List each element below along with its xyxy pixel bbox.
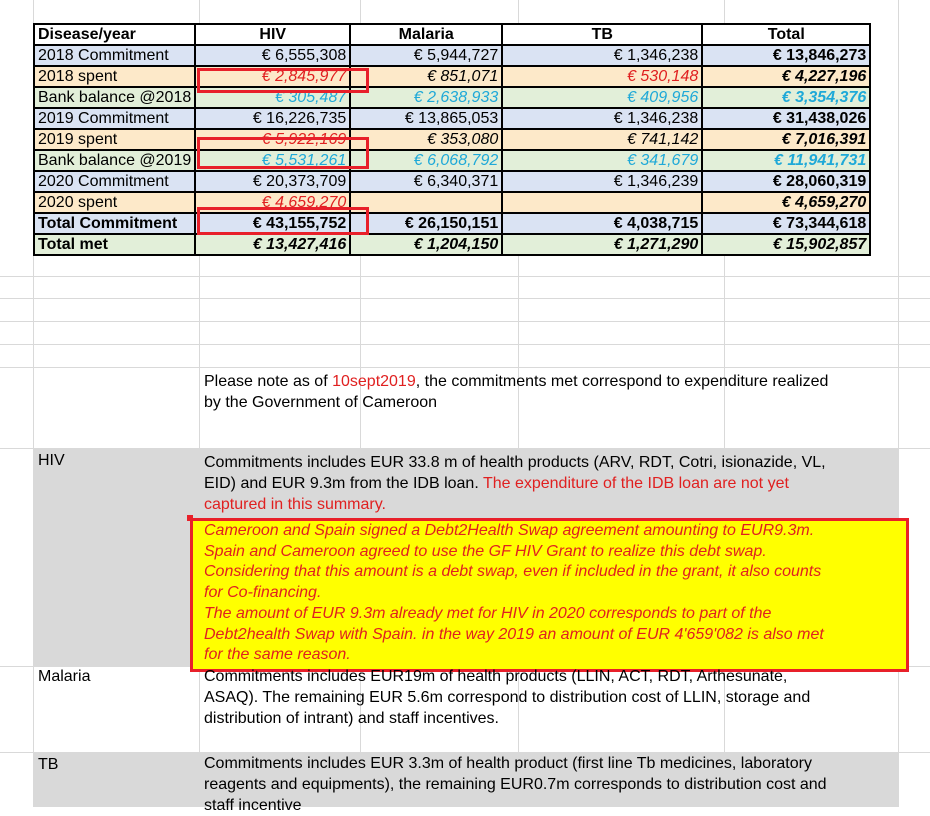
header-hiv[interactable]: HIV (195, 24, 350, 45)
malaria-note-line3: distribution of intrant) and staff incentives. (204, 710, 499, 727)
row-label[interactable]: Total met (34, 234, 195, 255)
cell-tb[interactable]: € 1,346,238 (502, 108, 702, 129)
row-label[interactable]: 2019 spent (34, 129, 195, 150)
cell-hiv[interactable]: € 5,922,169 (195, 129, 350, 150)
tb-section-label: TB (38, 756, 59, 773)
row-label[interactable]: 2020 spent (34, 192, 195, 213)
swap-line: for the same reason. (204, 646, 351, 664)
table-row (34, 45, 870, 66)
swap-line: Considering that this amount is a debt swap, even if included in the grant, it also counts (204, 563, 822, 581)
hiv-note-line2b: The expenditure of the IDB loan are not yet (482, 475, 789, 492)
hiv-row-band-left (33, 518, 190, 666)
cell-malaria[interactable]: € 353,080 (350, 129, 502, 150)
cell-tb[interactable]: € 341,679 (502, 150, 702, 171)
cell-malaria[interactable]: € 2,638,933 (350, 87, 502, 108)
cell-total[interactable]: € 7,016,391 (702, 129, 870, 150)
cell-malaria[interactable]: € 26,150,151 (350, 213, 502, 234)
swap-line: The amount of EUR 9.3m already met for HIV in 2020 corresponds to part of the (204, 604, 772, 622)
cell-hiv[interactable]: € 6,555,308 (195, 45, 350, 66)
table-row (34, 87, 870, 108)
row-label[interactable]: Bank balance @2018 (34, 87, 195, 108)
table-row (34, 192, 870, 213)
cell-malaria[interactable]: € 6,068,792 (350, 150, 502, 171)
cell-total[interactable]: € 28,060,319 (702, 171, 870, 192)
swap-line: for Co-financing. (204, 584, 322, 602)
highlight-box-2018-spent (197, 68, 369, 93)
cell-hiv[interactable]: € 43,155,752 (195, 213, 350, 234)
table-row (34, 213, 870, 234)
row-label[interactable]: 2018 spent (34, 66, 195, 87)
cell-tb[interactable] (502, 192, 702, 213)
cell-total[interactable]: € 15,902,857 (702, 234, 870, 255)
table-row (34, 234, 870, 255)
cell-total[interactable]: € 13,846,273 (702, 45, 870, 66)
hiv-section-label: HIV (38, 452, 65, 469)
table-row (34, 66, 870, 87)
malaria-note-line1: Commitments includes EUR19m of health products (LLIN, ACT, RDT, Arthesunate, (204, 668, 788, 685)
debt-swap-note (204, 521, 904, 666)
header-disease-year[interactable]: Disease/year (34, 24, 195, 45)
cell-hiv[interactable]: € 5,531,261 (195, 150, 350, 171)
box-corner-marker (187, 515, 193, 521)
grid-row-line (0, 367, 930, 368)
row-label[interactable]: 2019 Commitment (34, 108, 195, 129)
hiv-note-line1: Commitments includes EUR 33.8 m of health products (ARV, RDT, Cotri, isionazide, VL, (204, 454, 826, 471)
tb-note-line1: Commitments includes EUR 3.3m of health product (first line Tb medicines, laboratory (204, 755, 812, 772)
header-total[interactable]: Total (702, 24, 870, 45)
header-tb[interactable]: TB (502, 24, 702, 45)
cell-hiv[interactable]: € 20,373,709 (195, 171, 350, 192)
table-row (34, 108, 870, 129)
cell-malaria[interactable]: € 13,865,053 (350, 108, 502, 129)
grid-row-line (0, 344, 930, 345)
swap-line: Spain and Cameroon agreed to use the GF HIV Grant to realize this debt swap. (204, 542, 767, 560)
cell-malaria[interactable] (350, 192, 502, 213)
hiv-note-line2a: EID) and EUR 9.3m from the IDB loan. (204, 475, 483, 492)
swap-line: Debt2health Swap with Spain. in the way 2019 an amount of EUR 4'659'082 is also met (204, 625, 824, 643)
cell-tb[interactable]: € 1,346,239 (502, 171, 702, 192)
malaria-section-label: Malaria (38, 668, 91, 685)
highlight-box-2019-spent (197, 137, 369, 169)
highlight-box-2020-spent (197, 207, 369, 235)
row-label[interactable]: 2020 Commitment (34, 171, 195, 192)
intro-date: 10sept2019 (332, 373, 416, 390)
table-row (34, 150, 870, 171)
grid-row-line (0, 298, 930, 299)
cell-malaria[interactable]: € 851,071 (350, 66, 502, 87)
header-malaria[interactable]: Malaria (350, 24, 502, 45)
cell-malaria[interactable]: € 1,204,150 (350, 234, 502, 255)
table-row (34, 129, 870, 150)
intro-text-a: Please note as of (204, 373, 333, 390)
cell-malaria[interactable]: € 5,944,727 (350, 45, 502, 66)
malaria-note (204, 666, 904, 729)
grid-row-line (0, 276, 930, 277)
cell-tb[interactable]: € 530,148 (502, 66, 702, 87)
cell-total[interactable]: € 11,941,731 (702, 150, 870, 171)
hiv-note (204, 452, 904, 515)
cell-total[interactable]: € 4,659,270 (702, 192, 870, 213)
table-row (34, 171, 870, 192)
cell-hiv[interactable]: € 305,487 (195, 87, 350, 108)
intro-text-c: by the Government of Cameroon (204, 394, 438, 411)
cell-tb[interactable]: € 1,346,238 (502, 45, 702, 66)
cell-tb[interactable]: € 409,956 (502, 87, 702, 108)
table-header-row (34, 24, 870, 45)
cell-malaria[interactable]: € 6,340,371 (350, 171, 502, 192)
malaria-note-line2: ASAQ). The remaining EUR 5.6m correspond to distribution cost of LLIN, storage and (204, 689, 811, 706)
intro-note (204, 371, 904, 413)
cell-hiv[interactable]: € 16,226,735 (195, 108, 350, 129)
row-label[interactable]: 2018 Commitment (34, 45, 195, 66)
cell-tb[interactable]: € 1,271,290 (502, 234, 702, 255)
cell-tb[interactable]: € 4,038,715 (502, 213, 702, 234)
row-label[interactable]: Total Commitment (34, 213, 195, 234)
cell-hiv[interactable]: € 13,427,416 (195, 234, 350, 255)
tb-note-line2: reagents and equipments), the remaining EUR0.7m corresponds to distribution cost and (204, 776, 827, 793)
cell-total[interactable]: € 3,354,376 (702, 87, 870, 108)
cell-total[interactable]: € 4,227,196 (702, 66, 870, 87)
grid-row-line (0, 321, 930, 322)
hiv-note-line3: captured in this summary. (204, 496, 386, 513)
commitments-table (33, 23, 871, 256)
tb-note-line3: staff incentive (204, 797, 302, 814)
cell-hiv[interactable]: € 2,845,977 (195, 66, 350, 87)
cell-total[interactable]: € 31,438,026 (702, 108, 870, 129)
swap-line: Cameroon and Spain signed a Debt2Health Swap agreement amounting to EUR9.3m. (204, 522, 815, 539)
cell-hiv[interactable]: € 4,659,270 (195, 192, 350, 213)
intro-text-b: , the commitments met correspond to expenditure realized (415, 373, 829, 390)
cell-tb[interactable]: € 741,142 (502, 129, 702, 150)
row-label[interactable]: Bank balance @2019 (34, 150, 195, 171)
cell-total[interactable]: € 73,344,618 (702, 213, 870, 234)
